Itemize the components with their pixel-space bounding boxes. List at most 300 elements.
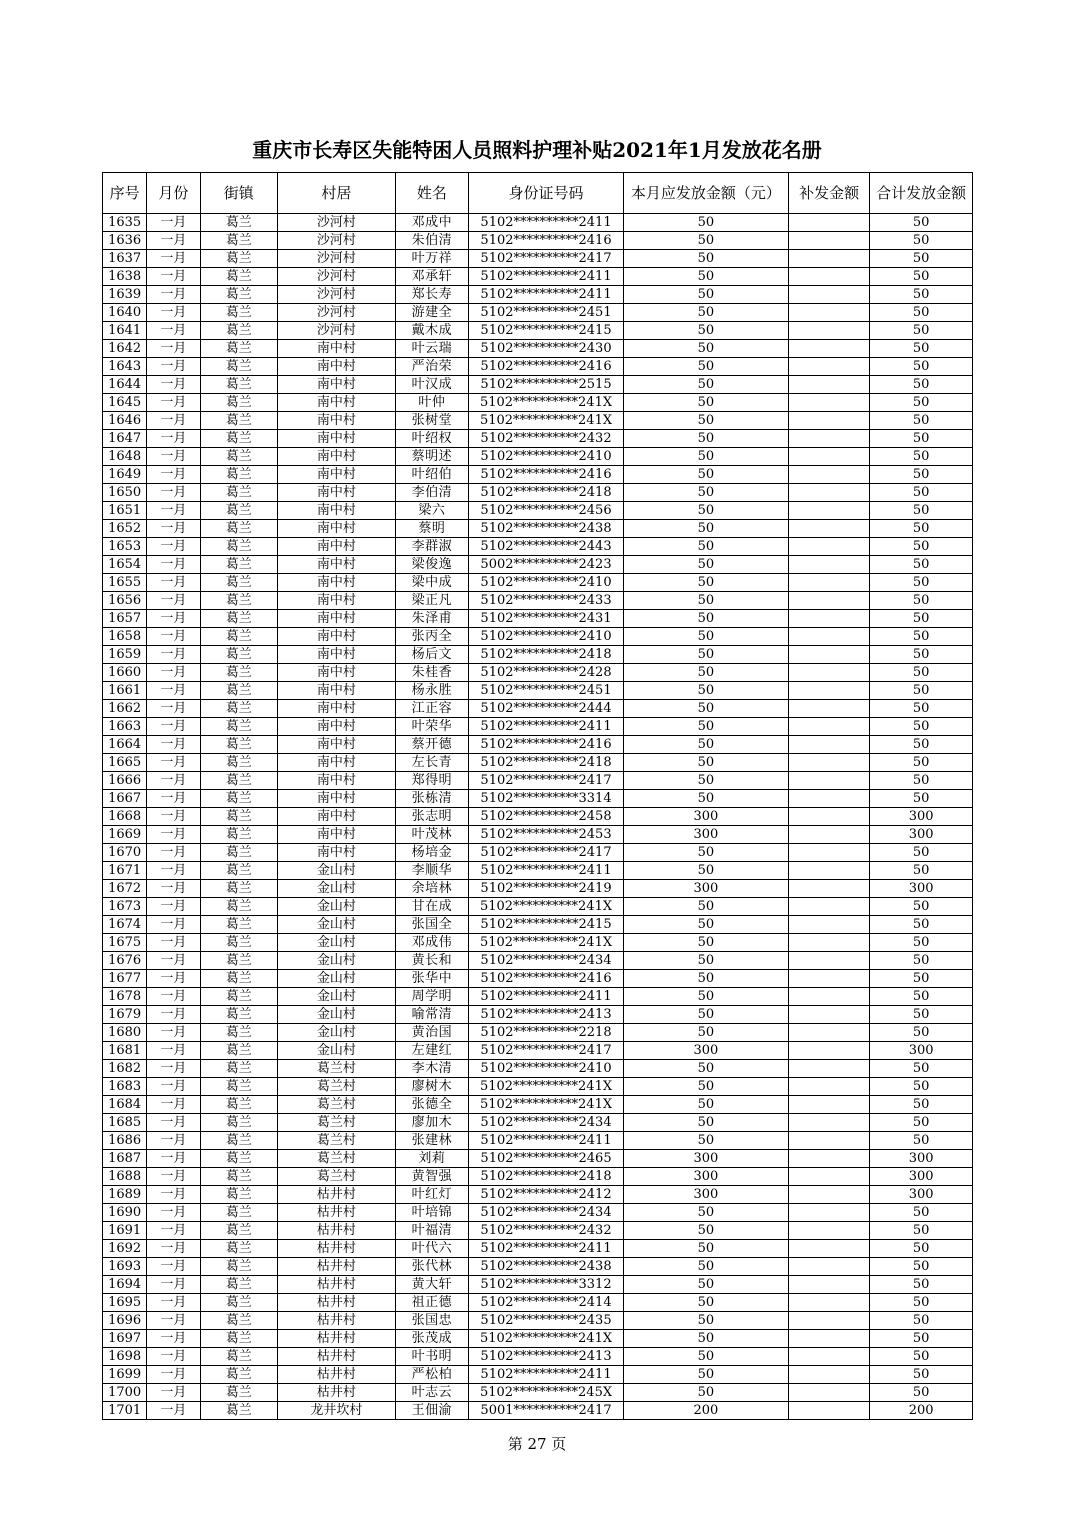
cell-name: 张志明 — [395, 808, 468, 826]
cell-supplement — [788, 1204, 869, 1222]
cell-name: 刘莉 — [395, 1150, 468, 1168]
cell-village: 南中村 — [277, 682, 395, 700]
cell-id: 5102**********2411 — [469, 1240, 624, 1258]
cell-amount: 50 — [623, 772, 788, 790]
table-row — [103, 448, 973, 466]
table-row — [103, 1276, 973, 1294]
cell-name: 叶万祥 — [395, 250, 468, 268]
cell-total: 50 — [870, 268, 973, 286]
cell-amount: 300 — [623, 808, 788, 826]
cell-name: 叶书明 — [395, 1348, 468, 1366]
cell-name: 甘在成 — [395, 898, 468, 916]
cell-total: 300 — [870, 1150, 973, 1168]
cell-seq: 1672 — [103, 880, 147, 898]
cell-supplement — [788, 1330, 869, 1348]
cell-town: 葛兰 — [200, 214, 277, 232]
cell-village: 沙河村 — [277, 232, 395, 250]
cell-village: 金山村 — [277, 916, 395, 934]
cell-town: 葛兰 — [200, 322, 277, 340]
cell-supplement — [788, 538, 869, 556]
cell-amount: 50 — [623, 1294, 788, 1312]
cell-village: 南中村 — [277, 718, 395, 736]
cell-month: 一月 — [147, 808, 200, 826]
table-row — [103, 376, 973, 394]
cell-supplement — [788, 322, 869, 340]
cell-id: 5102**********2411 — [469, 1366, 624, 1384]
cell-seq: 1673 — [103, 898, 147, 916]
cell-id: 5002**********2423 — [469, 556, 624, 574]
cell-town: 葛兰 — [200, 1222, 277, 1240]
cell-total: 50 — [870, 736, 973, 754]
cell-id: 5102**********2435 — [469, 1312, 624, 1330]
cell-town: 葛兰 — [200, 610, 277, 628]
cell-month: 一月 — [147, 268, 200, 286]
cell-village: 南中村 — [277, 574, 395, 592]
cell-name: 张德全 — [395, 1096, 468, 1114]
cell-seq: 1683 — [103, 1078, 147, 1096]
cell-name: 叶代六 — [395, 1240, 468, 1258]
table-row — [103, 610, 973, 628]
cell-total: 50 — [870, 844, 973, 862]
cell-total: 50 — [870, 862, 973, 880]
cell-village: 枯井村 — [277, 1294, 395, 1312]
cell-supplement — [788, 1114, 869, 1132]
cell-village: 南中村 — [277, 358, 395, 376]
table-row — [103, 970, 973, 988]
cell-month: 一月 — [147, 610, 200, 628]
cell-amount: 50 — [623, 232, 788, 250]
cell-town: 葛兰 — [200, 412, 277, 430]
cell-town: 葛兰 — [200, 1042, 277, 1060]
cell-supplement — [788, 466, 869, 484]
cell-seq: 1639 — [103, 286, 147, 304]
cell-town: 葛兰 — [200, 1132, 277, 1150]
cell-supplement — [788, 574, 869, 592]
cell-seq: 1691 — [103, 1222, 147, 1240]
cell-id: 5102**********2430 — [469, 340, 624, 358]
cell-village: 金山村 — [277, 952, 395, 970]
cell-id: 5102**********2411 — [469, 862, 624, 880]
cell-name: 李群淑 — [395, 538, 468, 556]
cell-village: 枯井村 — [277, 1312, 395, 1330]
cell-supplement — [788, 1132, 869, 1150]
cell-seq: 1640 — [103, 304, 147, 322]
cell-month: 一月 — [147, 952, 200, 970]
cell-seq: 1695 — [103, 1294, 147, 1312]
cell-total: 50 — [870, 1060, 973, 1078]
cell-amount: 50 — [623, 1060, 788, 1078]
cell-town: 葛兰 — [200, 736, 277, 754]
cell-village: 南中村 — [277, 412, 395, 430]
cell-supplement — [788, 448, 869, 466]
cell-month: 一月 — [147, 862, 200, 880]
cell-id: 5102**********2415 — [469, 322, 624, 340]
cell-month: 一月 — [147, 1150, 200, 1168]
cell-seq: 1692 — [103, 1240, 147, 1258]
table-row — [103, 286, 973, 304]
cell-month: 一月 — [147, 358, 200, 376]
cell-seq: 1646 — [103, 412, 147, 430]
cell-name: 张树堂 — [395, 412, 468, 430]
cell-month: 一月 — [147, 1078, 200, 1096]
cell-month: 一月 — [147, 790, 200, 808]
cell-name: 梁中成 — [395, 574, 468, 592]
cell-month: 一月 — [147, 286, 200, 304]
table-row — [103, 394, 973, 412]
cell-amount: 50 — [623, 466, 788, 484]
cell-supplement — [788, 682, 869, 700]
cell-month: 一月 — [147, 1240, 200, 1258]
cell-seq: 1675 — [103, 934, 147, 952]
cell-amount: 50 — [623, 538, 788, 556]
table-row — [103, 340, 973, 358]
cell-village: 葛兰村 — [277, 1060, 395, 1078]
cell-name: 严治荣 — [395, 358, 468, 376]
cell-village: 南中村 — [277, 700, 395, 718]
header-id: 身份证号码 — [469, 173, 624, 214]
cell-amount: 50 — [623, 1096, 788, 1114]
cell-total: 50 — [870, 754, 973, 772]
cell-amount: 50 — [623, 610, 788, 628]
cell-total: 50 — [870, 1024, 973, 1042]
cell-town: 葛兰 — [200, 1204, 277, 1222]
cell-name: 张建林 — [395, 1132, 468, 1150]
table-row — [103, 1222, 973, 1240]
cell-id: 5102**********2418 — [469, 484, 624, 502]
cell-amount: 50 — [623, 790, 788, 808]
cell-village: 葛兰村 — [277, 1150, 395, 1168]
table-row — [103, 1060, 973, 1078]
cell-town: 葛兰 — [200, 1402, 277, 1420]
cell-month: 一月 — [147, 322, 200, 340]
table-row — [103, 592, 973, 610]
cell-total: 50 — [870, 664, 973, 682]
table-row — [103, 1294, 973, 1312]
cell-seq: 1667 — [103, 790, 147, 808]
cell-supplement — [788, 790, 869, 808]
cell-name: 邓承轩 — [395, 268, 468, 286]
cell-town: 葛兰 — [200, 1312, 277, 1330]
cell-id: 5102**********2418 — [469, 754, 624, 772]
table-row — [103, 232, 973, 250]
cell-total: 50 — [870, 970, 973, 988]
table-row — [103, 466, 973, 484]
cell-town: 葛兰 — [200, 1384, 277, 1402]
cell-id: 5102**********3314 — [469, 790, 624, 808]
cell-town: 葛兰 — [200, 556, 277, 574]
cell-amount: 50 — [623, 556, 788, 574]
cell-amount: 50 — [623, 1024, 788, 1042]
cell-seq: 1658 — [103, 628, 147, 646]
cell-total: 50 — [870, 214, 973, 232]
cell-total: 50 — [870, 1222, 973, 1240]
cell-seq: 1652 — [103, 520, 147, 538]
cell-total: 50 — [870, 520, 973, 538]
cell-seq: 1637 — [103, 250, 147, 268]
cell-town: 葛兰 — [200, 1366, 277, 1384]
table-row — [103, 772, 973, 790]
table-row — [103, 628, 973, 646]
cell-seq: 1674 — [103, 916, 147, 934]
cell-amount: 300 — [623, 880, 788, 898]
cell-supplement — [788, 1168, 869, 1186]
cell-total: 300 — [870, 880, 973, 898]
cell-total: 50 — [870, 1366, 973, 1384]
cell-town: 葛兰 — [200, 952, 277, 970]
cell-amount: 50 — [623, 268, 788, 286]
cell-supplement — [788, 916, 869, 934]
table-row — [103, 1330, 973, 1348]
cell-town: 葛兰 — [200, 430, 277, 448]
cell-village: 南中村 — [277, 538, 395, 556]
cell-seq: 1685 — [103, 1114, 147, 1132]
cell-total: 50 — [870, 358, 973, 376]
cell-month: 一月 — [147, 628, 200, 646]
cell-supplement — [788, 1186, 869, 1204]
cell-village: 沙河村 — [277, 268, 395, 286]
cell-id: 5102**********2417 — [469, 772, 624, 790]
table-row — [103, 1312, 973, 1330]
cell-amount: 50 — [623, 520, 788, 538]
cell-supplement — [788, 808, 869, 826]
cell-seq: 1635 — [103, 214, 147, 232]
cell-town: 葛兰 — [200, 1348, 277, 1366]
cell-month: 一月 — [147, 340, 200, 358]
cell-month: 一月 — [147, 1060, 200, 1078]
cell-name: 左长青 — [395, 754, 468, 772]
cell-village: 南中村 — [277, 466, 395, 484]
cell-month: 一月 — [147, 376, 200, 394]
cell-name: 蔡明 — [395, 520, 468, 538]
cell-month: 一月 — [147, 1204, 200, 1222]
cell-id: 5102**********3312 — [469, 1276, 624, 1294]
cell-month: 一月 — [147, 538, 200, 556]
cell-month: 一月 — [147, 916, 200, 934]
cell-seq: 1689 — [103, 1186, 147, 1204]
cell-supplement — [788, 898, 869, 916]
cell-amount: 200 — [623, 1402, 788, 1420]
cell-supplement — [788, 286, 869, 304]
cell-village: 枯井村 — [277, 1204, 395, 1222]
cell-name: 张丙全 — [395, 628, 468, 646]
cell-total: 300 — [870, 1168, 973, 1186]
cell-village: 金山村 — [277, 1006, 395, 1024]
cell-id: 5102**********2418 — [469, 1168, 624, 1186]
cell-amount: 50 — [623, 1348, 788, 1366]
cell-name: 杨培金 — [395, 844, 468, 862]
cell-village: 南中村 — [277, 646, 395, 664]
cell-name: 李顺华 — [395, 862, 468, 880]
cell-id: 5102**********2411 — [469, 988, 624, 1006]
cell-village: 南中村 — [277, 556, 395, 574]
cell-name: 王佃渝 — [395, 1402, 468, 1420]
cell-month: 一月 — [147, 448, 200, 466]
cell-town: 葛兰 — [200, 970, 277, 988]
cell-total: 200 — [870, 1402, 973, 1420]
cell-id: 5102**********2416 — [469, 232, 624, 250]
cell-village: 南中村 — [277, 826, 395, 844]
cell-total: 50 — [870, 322, 973, 340]
cell-village: 金山村 — [277, 1042, 395, 1060]
cell-month: 一月 — [147, 934, 200, 952]
cell-id: 5102**********2417 — [469, 1042, 624, 1060]
table-row — [103, 574, 973, 592]
cell-village: 沙河村 — [277, 214, 395, 232]
cell-amount: 50 — [623, 1006, 788, 1024]
cell-town: 葛兰 — [200, 826, 277, 844]
cell-town: 葛兰 — [200, 520, 277, 538]
cell-id: 5102**********2410 — [469, 1060, 624, 1078]
cell-month: 一月 — [147, 1168, 200, 1186]
table-row — [103, 790, 973, 808]
cell-village: 金山村 — [277, 898, 395, 916]
cell-name: 杨后文 — [395, 646, 468, 664]
cell-id: 5102**********2434 — [469, 1114, 624, 1132]
cell-seq: 1671 — [103, 862, 147, 880]
cell-supplement — [788, 412, 869, 430]
cell-village: 沙河村 — [277, 250, 395, 268]
cell-supplement — [788, 250, 869, 268]
cell-town: 葛兰 — [200, 484, 277, 502]
cell-amount: 300 — [623, 826, 788, 844]
table-row — [103, 700, 973, 718]
cell-total: 50 — [870, 286, 973, 304]
cell-supplement — [788, 268, 869, 286]
cell-amount: 300 — [623, 1168, 788, 1186]
header-amount: 本月应发放金额（元） — [623, 173, 788, 214]
cell-total: 50 — [870, 1132, 973, 1150]
cell-id: 5102**********2410 — [469, 574, 624, 592]
cell-supplement — [788, 880, 869, 898]
cell-id: 5102**********2413 — [469, 1006, 624, 1024]
cell-amount: 50 — [623, 754, 788, 772]
cell-village: 金山村 — [277, 988, 395, 1006]
table-row — [103, 664, 973, 682]
cell-seq: 1647 — [103, 430, 147, 448]
table-row — [103, 1006, 973, 1024]
cell-village: 南中村 — [277, 772, 395, 790]
cell-seq: 1645 — [103, 394, 147, 412]
cell-id: 5102**********2444 — [469, 700, 624, 718]
cell-seq: 1687 — [103, 1150, 147, 1168]
table-row — [103, 916, 973, 934]
cell-name: 郑长寿 — [395, 286, 468, 304]
cell-village: 南中村 — [277, 754, 395, 772]
cell-name: 黄大轩 — [395, 1276, 468, 1294]
cell-id: 5102**********2428 — [469, 664, 624, 682]
cell-town: 葛兰 — [200, 592, 277, 610]
cell-id: 5102**********2465 — [469, 1150, 624, 1168]
cell-town: 葛兰 — [200, 1168, 277, 1186]
cell-seq: 1642 — [103, 340, 147, 358]
cell-name: 张国全 — [395, 916, 468, 934]
table-row — [103, 412, 973, 430]
cell-month: 一月 — [147, 502, 200, 520]
cell-village: 枯井村 — [277, 1384, 395, 1402]
cell-amount: 50 — [623, 718, 788, 736]
cell-seq: 1696 — [103, 1312, 147, 1330]
cell-id: 5102**********245X — [469, 1384, 624, 1402]
table-row — [103, 646, 973, 664]
cell-town: 葛兰 — [200, 898, 277, 916]
cell-village: 枯井村 — [277, 1330, 395, 1348]
cell-total: 300 — [870, 808, 973, 826]
cell-total: 50 — [870, 556, 973, 574]
cell-name: 叶荣华 — [395, 718, 468, 736]
cell-town: 葛兰 — [200, 988, 277, 1006]
cell-total: 50 — [870, 790, 973, 808]
cell-village: 南中村 — [277, 628, 395, 646]
cell-town: 葛兰 — [200, 628, 277, 646]
cell-amount: 50 — [623, 322, 788, 340]
cell-total: 50 — [870, 376, 973, 394]
cell-seq: 1680 — [103, 1024, 147, 1042]
cell-town: 葛兰 — [200, 1078, 277, 1096]
table-row — [103, 358, 973, 376]
cell-total: 300 — [870, 826, 973, 844]
cell-supplement — [788, 376, 869, 394]
cell-supplement — [788, 664, 869, 682]
cell-village: 南中村 — [277, 502, 395, 520]
cell-supplement — [788, 1222, 869, 1240]
cell-amount: 50 — [623, 934, 788, 952]
cell-seq: 1653 — [103, 538, 147, 556]
cell-village: 沙河村 — [277, 286, 395, 304]
cell-village: 枯井村 — [277, 1240, 395, 1258]
cell-total: 50 — [870, 430, 973, 448]
cell-seq: 1659 — [103, 646, 147, 664]
cell-name: 叶红灯 — [395, 1186, 468, 1204]
cell-supplement — [788, 1060, 869, 1078]
cell-seq: 1694 — [103, 1276, 147, 1294]
cell-month: 一月 — [147, 1276, 200, 1294]
cell-total: 50 — [870, 394, 973, 412]
cell-total: 50 — [870, 502, 973, 520]
cell-village: 金山村 — [277, 862, 395, 880]
cell-supplement — [788, 1366, 869, 1384]
cell-town: 葛兰 — [200, 646, 277, 664]
table-row — [103, 988, 973, 1006]
cell-supplement — [788, 1294, 869, 1312]
cell-village: 南中村 — [277, 610, 395, 628]
cell-amount: 50 — [623, 1276, 788, 1294]
cell-id: 5102**********2451 — [469, 304, 624, 322]
cell-name: 郑得明 — [395, 772, 468, 790]
cell-month: 一月 — [147, 754, 200, 772]
cell-seq: 1688 — [103, 1168, 147, 1186]
cell-seq: 1700 — [103, 1384, 147, 1402]
cell-name: 张栋清 — [395, 790, 468, 808]
cell-town: 葛兰 — [200, 466, 277, 484]
cell-name: 李木清 — [395, 1060, 468, 1078]
cell-amount: 50 — [623, 1222, 788, 1240]
cell-village: 南中村 — [277, 520, 395, 538]
cell-month: 一月 — [147, 718, 200, 736]
cell-supplement — [788, 628, 869, 646]
cell-supplement — [788, 988, 869, 1006]
cell-total: 50 — [870, 628, 973, 646]
cell-town: 葛兰 — [200, 376, 277, 394]
cell-town: 葛兰 — [200, 448, 277, 466]
cell-name: 梁正凡 — [395, 592, 468, 610]
cell-town: 葛兰 — [200, 718, 277, 736]
cell-name: 喻常清 — [395, 1006, 468, 1024]
cell-supplement — [788, 1150, 869, 1168]
cell-name: 朱桂香 — [395, 664, 468, 682]
cell-total: 50 — [870, 1258, 973, 1276]
cell-name: 江正容 — [395, 700, 468, 718]
cell-supplement — [788, 430, 869, 448]
